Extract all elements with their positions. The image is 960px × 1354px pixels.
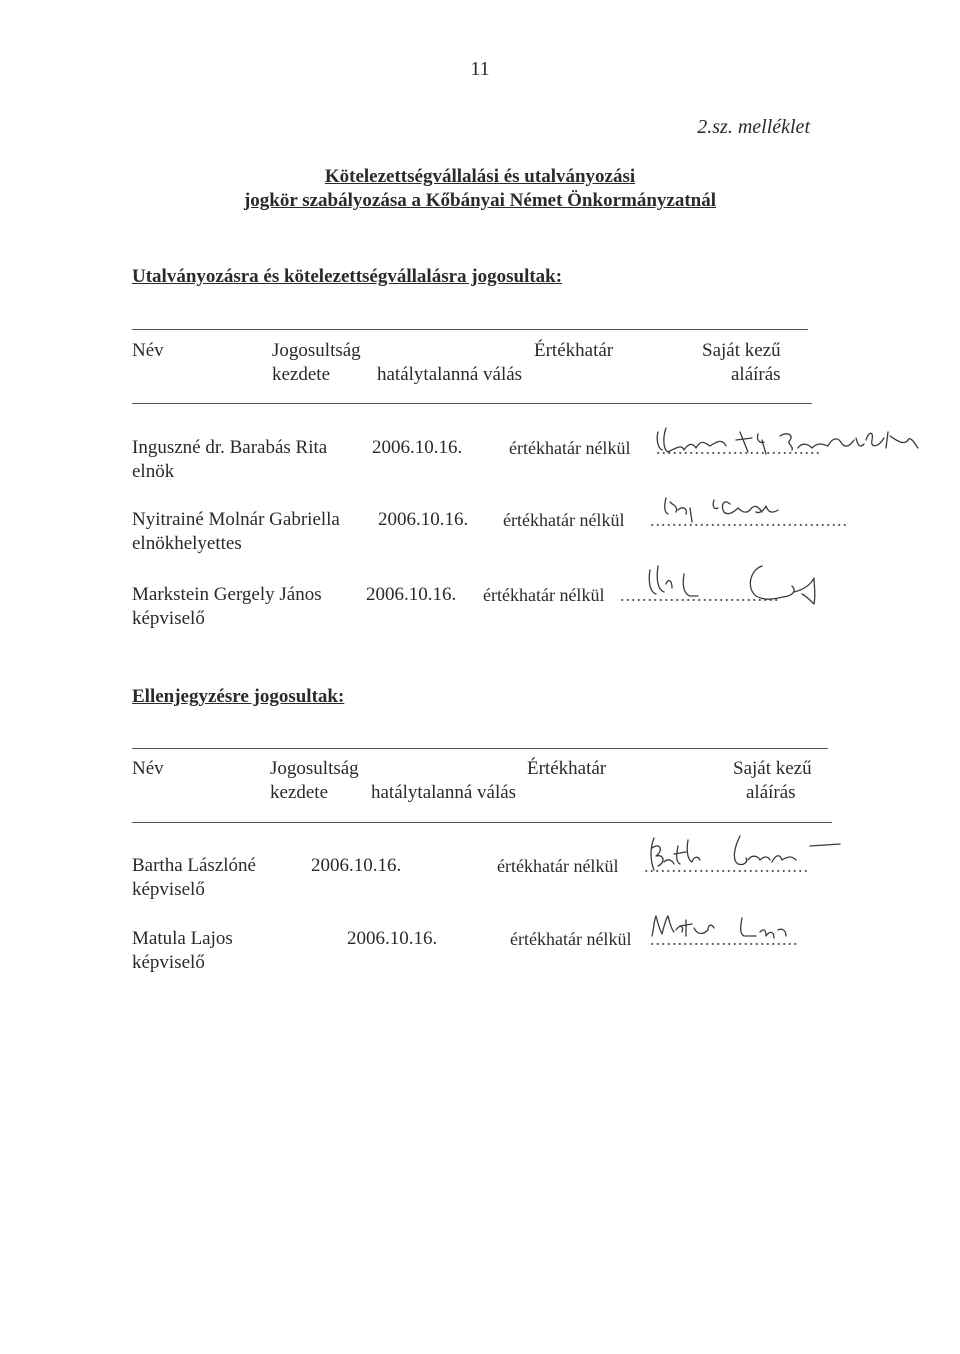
person-name: Inguszné dr. Barabás Rita xyxy=(132,437,328,458)
limit-value: értékhatár nélkül xyxy=(483,585,605,605)
header-authority: Jogosultság xyxy=(272,340,361,361)
table-header-rule xyxy=(132,822,832,823)
document-title-line-1: Kötelezettségvállalási és utalványozási xyxy=(324,166,636,187)
table-header-rule xyxy=(132,403,812,404)
validity-date: 2006.10.16. xyxy=(372,437,463,458)
signature-dots: .............................. xyxy=(644,856,809,876)
limit-value: értékhatár nélkül xyxy=(503,510,625,530)
page-number: 11 xyxy=(470,58,490,80)
person-role: képviselő xyxy=(132,879,205,900)
signature-matula-lajos xyxy=(646,906,806,950)
header-limit: Értékhatár xyxy=(534,340,614,361)
section-heading-payment-authority: Utalványozásra és kötelezettségvállalásra jogosultak: xyxy=(132,266,563,287)
signature-markstein-gergely xyxy=(618,556,838,616)
header-name: Név xyxy=(132,758,164,779)
section-heading-countersign-authority: Ellenjegyzésre jogosultak: xyxy=(132,686,345,707)
signature-molnar-gabriella xyxy=(648,488,828,528)
signature-bartha-laszlone xyxy=(640,826,850,882)
validity-date: 2006.10.16. xyxy=(366,584,457,605)
header-name: Név xyxy=(132,340,164,361)
header-start: kezdete xyxy=(270,782,329,803)
header-signature: aláírás xyxy=(731,364,781,385)
table-top-rule xyxy=(132,329,808,330)
limit-value: értékhatár nélkül xyxy=(510,929,632,949)
signature-dots: .................................... xyxy=(650,510,848,530)
header-invalidation: hatálytalanná válás xyxy=(377,364,523,385)
header-start: kezdete xyxy=(272,364,331,385)
validity-date: 2006.10.16. xyxy=(378,509,469,530)
header-own-hand: Saját kezű xyxy=(702,340,781,361)
person-name: Matula Lajos xyxy=(132,928,233,949)
person-name: Nyitrainé Molnár Gabriella xyxy=(132,509,340,530)
signature-dots: ........................... xyxy=(650,929,799,949)
person-role: képviselő xyxy=(132,608,205,629)
validity-date: 2006.10.16. xyxy=(311,855,402,876)
signature-dots: ............................. xyxy=(620,585,780,605)
header-invalidation: hatálytalanná válás xyxy=(371,782,517,803)
header-signature: aláírás xyxy=(746,782,796,803)
table-top-rule xyxy=(132,748,828,749)
header-authority: Jogosultság xyxy=(270,758,359,779)
document-title-line-2: jogkör szabályozása a Kőbányai Német Önkormányzatnál xyxy=(243,190,716,211)
person-name: Markstein Gergely János xyxy=(132,584,322,605)
signature-dots: .............................. xyxy=(656,438,821,458)
limit-value: értékhatár nélkül xyxy=(497,856,619,876)
limit-value: értékhatár nélkül xyxy=(509,438,631,458)
person-name: Bartha Lászlóné xyxy=(132,855,256,876)
header-own-hand: Saját kezű xyxy=(733,758,812,779)
annex-label: 2.sz. melléklet xyxy=(697,116,810,138)
person-role: elnök xyxy=(132,461,175,482)
person-role: képviselő xyxy=(132,952,205,973)
header-limit: Értékhatár xyxy=(527,758,607,779)
person-role: elnökhelyettes xyxy=(132,533,242,554)
validity-date: 2006.10.16. xyxy=(347,928,438,949)
signature-barabas-rita xyxy=(652,418,922,468)
